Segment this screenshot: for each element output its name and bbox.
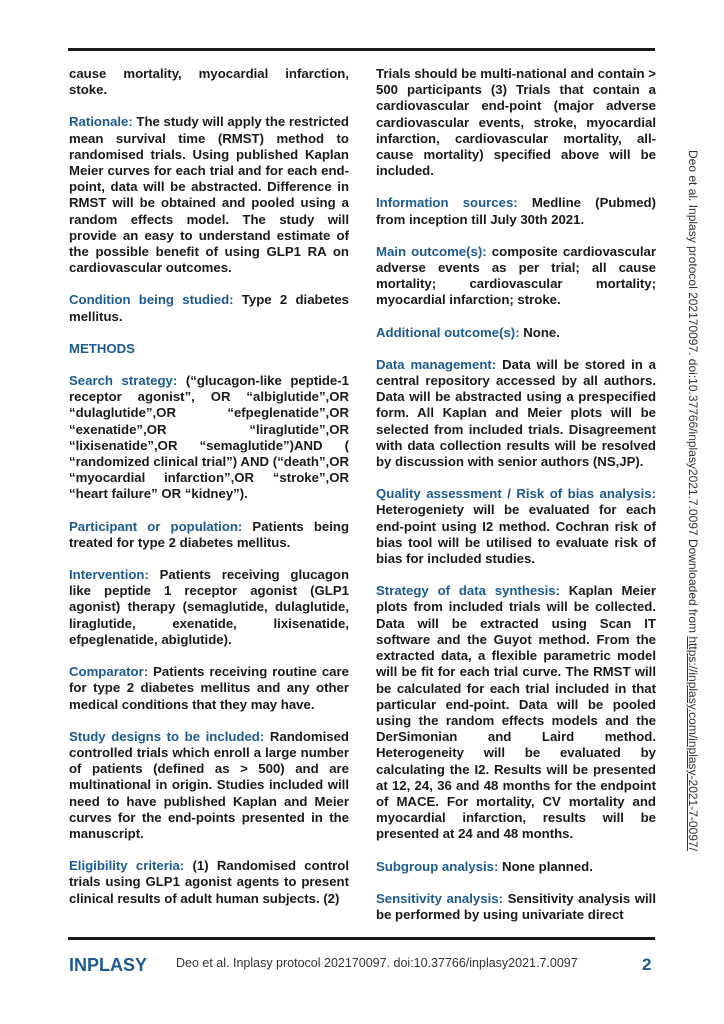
section-label: Quality assessment / Risk of bias analysis:	[376, 486, 656, 502]
footer-brand: INPLASY	[69, 955, 148, 975]
section-label: Subgroup analysis:	[376, 858, 499, 874]
section-label: Main outcome(s):	[376, 243, 487, 259]
section-label: Additional outcome(s):	[376, 324, 520, 340]
section-intervention	[69, 567, 349, 648]
right-column	[376, 66, 656, 939]
section-label: Strategy of data synthesis:	[376, 583, 560, 599]
bottom-rule	[68, 937, 655, 940]
section-data-management	[376, 357, 656, 470]
section-label: Sensitivity analysis:	[376, 890, 503, 906]
section-text: Type 2 diabetes mellitus.	[69, 292, 349, 324]
section-label: Participant or population:	[69, 518, 243, 534]
section-label: Data management:	[376, 356, 497, 372]
section-subgroup-analysis	[376, 859, 656, 875]
section-sensitivity-analysis	[376, 891, 656, 923]
footer-citation: Deo et al. Inplasy protocol 202170097. doi:10.37766/inplasy2021.7.0097	[176, 956, 578, 970]
section-participant	[69, 519, 349, 551]
section-data-synthesis	[376, 583, 656, 842]
section-text: Patients receiving routine care for type 2 diabetes mellitus and any other medical conditions that they may have.	[69, 664, 349, 712]
section-label: Study designs to be included:	[69, 728, 265, 744]
section-search-strategy	[69, 373, 349, 503]
side-download-note	[686, 150, 700, 851]
section-text: Patients being treated for type 2 diabetes mellitus.	[69, 518, 349, 550]
section-rationale	[69, 114, 349, 276]
side-note-text: Deo et al. Inplasy protocol 202170097. doi:10.37766/inplasy2021.7.0097 Downloaded from	[686, 150, 700, 637]
section-eligibility	[69, 858, 349, 907]
section-text: (1) Randomised control trials using GLP1 agonist agents to present clinical results of adult human subjects. (2)	[69, 858, 349, 906]
left-column	[69, 66, 349, 923]
section-label: Rationale:	[69, 114, 133, 130]
continuation-text: Trials should be multi-national and contain > 500 participants (3) Trials that contain a cardiovascular end-point (major adverse cardiovascular events, stroke, myocardial infarction, cardiovascular mortality, all-cause mortality) specified above will be included.	[376, 66, 656, 179]
section-comparator	[69, 664, 349, 713]
section-information-sources	[376, 195, 656, 227]
section-text: None planned.	[498, 858, 593, 874]
section-main-outcomes	[376, 244, 656, 309]
section-text: Kaplan Meier plots from included trials will be collected. Data will be extracted using Scan IT software and the Guyot method. From the extracted data, a flexible parametric model will be fit for each trial curve. The RMST will be calculated for each trial included in that particular end-point. Data will be pooled using the random effects models and the DerSimonian and Laird method. Heterogeneity will be evaluated by calculating the I2. Results will be presented at 12, 24, 36 and 48 months for the endpoint of MACE. For mortality, CV mortality and myocardial infarction, results will be presented at 24 and 48 months.	[376, 583, 656, 842]
section-condition	[69, 292, 349, 324]
section-text: Sensitivity analysis will be performed by using univariate direct	[376, 890, 657, 922]
section-label: Eligibility criteria:	[69, 858, 185, 874]
download-link[interactable]: https://inplasy.com/inplasy-2021-7-0097/	[686, 636, 700, 851]
section-text: Medline (Pubmed) from inception till July 30th 2021.	[376, 195, 656, 227]
page-number: 2	[642, 955, 652, 974]
section-label: Information sources:	[376, 195, 518, 211]
section-text: (“glucagon-like peptide-1 receptor agonist”, OR “albiglutide”,OR “dulaglutide”,OR “efpeglenatide”,OR “exenatide”,OR “liraglutide”,OR “lixisenatide”,OR “semaglutide”)AND ( “randomized clinical trial”) AND (“death”,OR “myocardial infarction”,OR “stroke”,OR “heart failure” OR “kidney”).	[69, 373, 349, 502]
methods-heading: METHODS	[69, 340, 135, 356]
section-text: Data will be stored in a central repository accessed by all authors. Data will be abstracted using a prespecified form. All Kaplan and Meier plots will be selected from included trials. Disagreement with data collection results will be resolved by discussion with senior authors (NS,JP).	[376, 356, 656, 470]
top-rule	[68, 48, 655, 51]
section-additional-outcomes	[376, 325, 656, 341]
section-text: None.	[519, 324, 560, 340]
section-text: Patients receiving glucagon like peptide 1 receptor agonist (GLP1 agonist) therapy (semaglutide, dulaglutide, liraglutide, exenatide, lixisenatide, efpeglenatide, abiglutide).	[69, 567, 349, 647]
section-text: The study will apply the restricted mean survival time (RMST) method to randomised trials. Using published Kaplan Meier curves for each trial and for each end-point, data will be abstracted. Difference in RMST will be obtained and pooled using a random effects model. The study will provide an easy to understand estimate of the possible benefit of using GLP1 RA on cardiovascular outcomes.	[69, 114, 349, 276]
section-label: Intervention:	[69, 567, 149, 583]
section-label: Condition being studied:	[69, 292, 234, 308]
section-quality-assessment	[376, 486, 656, 567]
continuation-text: cause mortality, myocardial infarction, stoke.	[69, 66, 349, 98]
section-label: Search strategy:	[69, 373, 178, 389]
section-text: Randomised controlled trials which enroll a large number of patients (defined as > 500) and are multinational in origin. Studies included will need to have published Kaplan and Meier curves for the end-points presented in the manuscript.	[69, 728, 349, 841]
section-label: Comparator:	[69, 664, 149, 680]
section-study-designs	[69, 729, 349, 842]
section-text: Heterogeniety will be evaluated for each end-point using I2 method. Cochran risk of bias tool will be utilised to evaluate risk of bias for included studies.	[376, 502, 656, 567]
section-text: composite cardiovascular adverse events as per trial; all cause mortality; cardiovascular mortality; myocardial infarction; stroke.	[376, 243, 656, 308]
